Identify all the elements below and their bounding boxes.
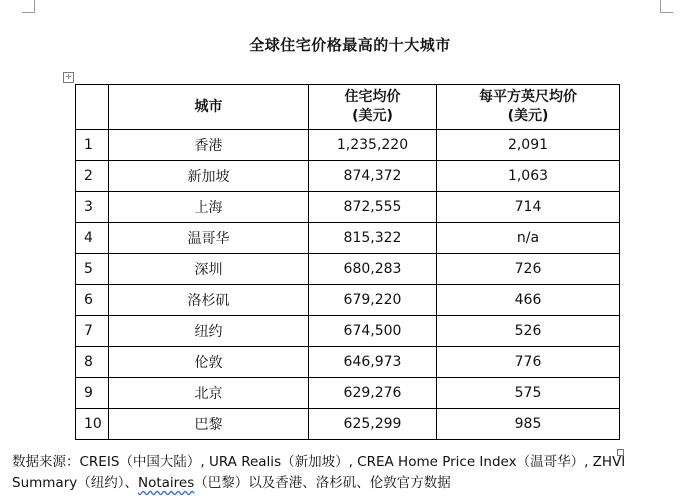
source-notaires: Notaires bbox=[138, 475, 195, 491]
cell-price: 625,299 bbox=[309, 409, 437, 440]
source-text-part2: （巴黎）以及香港、洛杉矶、伦敦官方数据 bbox=[194, 475, 451, 491]
header-rank bbox=[76, 85, 109, 130]
cell-price: 679,220 bbox=[309, 285, 437, 316]
table-row bbox=[76, 316, 620, 347]
crop-mark-top-right bbox=[660, 0, 673, 13]
table-row bbox=[76, 254, 620, 285]
header-price-line2: (美元) bbox=[352, 108, 393, 124]
cell-sqft: 575 bbox=[437, 378, 620, 409]
header-price-line1: 住宅均价 bbox=[344, 89, 401, 105]
table-row bbox=[76, 130, 620, 161]
cell-rank: 1 bbox=[76, 130, 109, 161]
cell-rank: 4 bbox=[76, 223, 109, 254]
table-header-row bbox=[76, 85, 620, 130]
cell-rank: 8 bbox=[76, 347, 109, 378]
cell-sqft: 466 bbox=[437, 285, 620, 316]
table-row bbox=[76, 409, 620, 440]
header-sqft-line1: 每平方英尺均价 bbox=[479, 89, 577, 105]
source-note bbox=[12, 452, 692, 494]
table-row bbox=[76, 285, 620, 316]
cell-rank: 3 bbox=[76, 192, 109, 223]
cell-city: 纽约 bbox=[109, 316, 309, 347]
cell-price: 872,555 bbox=[309, 192, 437, 223]
cell-price: 674,500 bbox=[309, 316, 437, 347]
header-sqft-line2: (美元) bbox=[507, 108, 549, 124]
cell-sqft: n/a bbox=[437, 223, 620, 254]
cell-city: 洛杉矶 bbox=[109, 285, 309, 316]
cell-sqft: 2,091 bbox=[437, 130, 620, 161]
cell-rank: 7 bbox=[76, 316, 109, 347]
cell-price: 1,235,220 bbox=[309, 130, 437, 161]
document-title: 全球住宅价格最高的十大城市 bbox=[249, 36, 451, 54]
cell-city: 巴黎 bbox=[109, 409, 309, 440]
table-row bbox=[76, 347, 620, 378]
cell-city: 上海 bbox=[109, 192, 309, 223]
cell-city: 伦敦 bbox=[109, 347, 309, 378]
cell-sqft: 1,063 bbox=[437, 161, 620, 192]
table-row bbox=[76, 161, 620, 192]
cell-rank: 5 bbox=[76, 254, 109, 285]
table-row bbox=[76, 192, 620, 223]
table-row bbox=[76, 378, 620, 409]
cell-city: 北京 bbox=[109, 378, 309, 409]
header-city-label: 城市 bbox=[194, 98, 223, 115]
city-price-table bbox=[75, 84, 620, 440]
cell-price: 874,372 bbox=[309, 161, 437, 192]
cell-city: 温哥华 bbox=[109, 223, 309, 254]
cell-city: 新加坡 bbox=[109, 161, 309, 192]
cell-price: 815,322 bbox=[309, 223, 437, 254]
cell-sqft: 776 bbox=[437, 347, 620, 378]
header-city bbox=[109, 85, 309, 130]
cell-rank: 6 bbox=[76, 285, 109, 316]
cell-price: 680,283 bbox=[309, 254, 437, 285]
cell-sqft: 985 bbox=[437, 409, 620, 440]
cell-price: 629,276 bbox=[309, 378, 437, 409]
crop-mark-top-left bbox=[22, 0, 35, 13]
cell-rank: 10 bbox=[76, 409, 109, 440]
cell-rank: 9 bbox=[76, 378, 109, 409]
cell-city: 香港 bbox=[109, 130, 309, 161]
cell-sqft: 526 bbox=[437, 316, 620, 347]
cell-sqft: 714 bbox=[437, 192, 620, 223]
cell-sqft: 726 bbox=[437, 254, 620, 285]
move-icon[interactable]: ✛ bbox=[63, 72, 74, 83]
table-row bbox=[76, 223, 620, 254]
source-text-part1: 数据来源：CREIS（中国大陆）, URA Realis（新加坡）, CREA Home Price Index（温哥华）, ZHVI Summary（纽约）、 bbox=[12, 454, 626, 491]
cell-rank: 2 bbox=[76, 161, 109, 192]
cell-city: 深圳 bbox=[109, 254, 309, 285]
header-price bbox=[309, 85, 437, 130]
cell-price: 646,973 bbox=[309, 347, 437, 378]
header-sqft bbox=[437, 85, 620, 130]
